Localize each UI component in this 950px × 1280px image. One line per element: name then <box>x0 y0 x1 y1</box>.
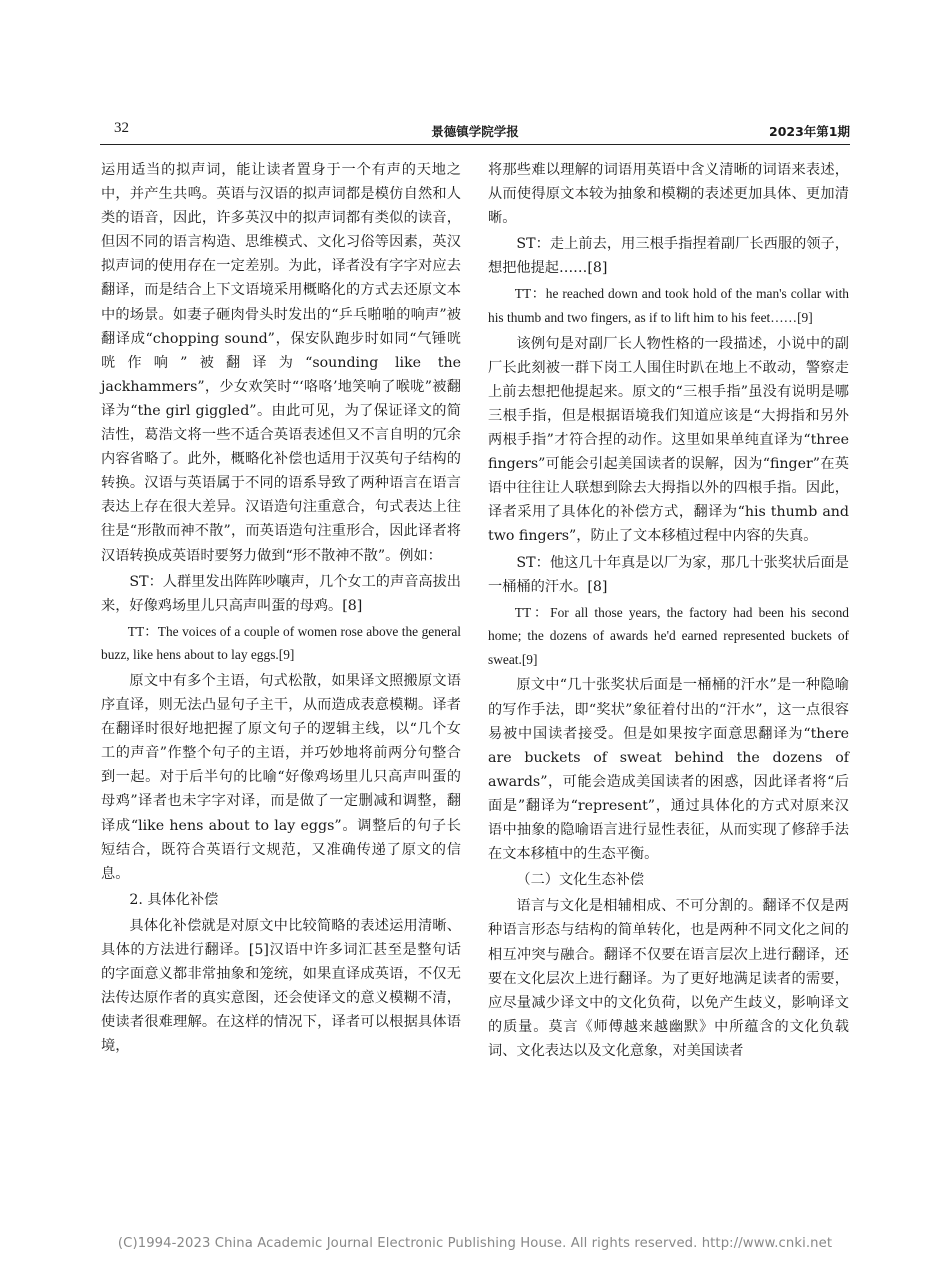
source-text-example: ST：人群里发出阵阵吵嚷声，几个女工的声音高拔出来，好像鸡场里儿只高声叫蛋的母鸡。[8] <box>101 573 461 614</box>
left-column <box>101 158 461 1058</box>
paragraph: 原文中有多个主语，句式松散，如果译文照搬原文语序直译，则无法凸显句子主干，从而造成表意模糊。译者在翻译时很好地把握了原文句子的逻辑主线，以“几个女工的声音”作整个句子的主语，并巧妙地将前两分句整合到一起。对于后半句的比喻“好像鸡场里儿只高声叫蛋的母鸡”译者也未字字对译，而是做了一定删减和调整，翻译成“like hens about to lay eggs”。调整后的句子长短结合，既符合英语行文规范，又准确传递了原文的信息。 <box>101 672 461 882</box>
issue-label: 2023年第1期 <box>769 124 850 139</box>
target-text-example: TT：he reached down and took hold of the man's collar with his thumb and two fingers, as if to lift him to his feet……[9] <box>488 286 849 326</box>
source-text-example: ST：走上前去，用三根手指捏着副厂长西服的领子，想把他提起……[8] <box>488 236 849 277</box>
section-heading: （二）文化生态补偿 <box>516 872 645 889</box>
paragraph: 语言与文化是相辅相成、不可分割的。翻译不仅是两种语言形态与结构的简单转化，也是两种不同文化之间的相互冲突与融合。翻译不仅要在语言层次上进行翻译，还要在文化层次上进行翻译。为了更好地满足读者的需要，应尽量减少译文中的文化负荷，以免产生歧义，影响译文的质量。莫言《师傅越来越幽默》中所蕴含的文化负载词、文化表达以及文化意象，对美国读者 <box>488 898 849 1059</box>
section-heading: 2. 具体化补偿 <box>129 891 219 908</box>
right-column <box>488 158 849 1063</box>
target-text-example: TT：The voices of a couple of women rose above the general buzz, like hens about to lay eggs.[9] <box>101 623 461 663</box>
journal-title: 景德镇学院学报 <box>431 124 519 139</box>
paragraph: 原文中“几十张奖状后面是一桶桶的汗水”是一种隐喻的写作手法，即“奖状”象征着付出的“汗水”，这一点很容易被中国读者接受。但是如果按字面意思翻译为“there are buckets of sweat behind the dozens of awards”，可能会造成美国读者的困惑，因此译者将“后面是”翻译为“represent”，通过具体化的方式对原来汉语中抽象的隐喻语言进行显性表征，从而实现了修辞手法在文本移植中的生态平衡。 <box>488 677 849 863</box>
running-header <box>100 118 850 145</box>
page-number: 32 <box>114 120 129 136</box>
target-text-example: TT：For all those years, the factory had been his second home; the dozens of awards he'd earned represented buckets of sweat.[9] <box>488 604 849 667</box>
paragraph: 具体化补偿就是对原文中比较简略的表述运用清晰、具体的方法进行翻译。[5]汉语中许多词汇甚至是整句话的字面意义都非常抽象和笼统，如果直译成英语，不仅无法传达原作者的真实意图，还会使译文的意义模糊不清，使读者很难理解。在这样的情况下，译者可以根据具体语境， <box>101 917 461 1055</box>
paragraph: 将那些难以理解的词语用英语中含义清晰的词语来表述，从而使得原文本较为抽象和模糊的表述更加具体、更加清晰。 <box>488 162 849 227</box>
paragraph: 该例句是对副厂长人物性格的一段描述，小说中的副厂长此刻被一群下岗工人围住时趴在地上不敢动，警察走上前去想把他提起来。原文的“三根手指”虽没有说明是哪三根手指，但是根据语境我们知道应该是“大拇指和另外两根手指”才符合捏的动作。这里如果单纯直译为“three fingers”可能会引起美国读者的误解，因为“finger”在英语中往往让人联想到除去大拇指以外的四根手指。因此，译者采用了具体化的补偿方式，翻译为“his thumb and two fingers”，防止了文本移植过程中内容的失真。 <box>488 335 849 545</box>
paragraph: 运用适当的拟声词，能让读者置身于一个有声的天地之中，并产生共鸣。英语与汉语的拟声词都是模仿自然和人类的语音，因此，许多英汉中的拟声词都有类似的读音，但因不同的语言构造、思维模式、文化习俗等因素，英汉拟声词的使用存在一定差别。为此，译者没有字字对应去翻译，而是结合上下文语境采用概略化的方式去还原文本中的场景。如妻子砸肉骨头时发出的“乒乓啪啪的响声”被翻译成“chopping sound”，保安队跑步时如同“气锤咣咣作响”被翻译为“sounding like the jackhammers”，少女欢笑时“‘咯咯’地笑响了喉咙”被翻译为“the girl giggled”。由此可见，为了保证译文的简洁性，葛浩文将一些不适合英语表述但又不言自明的冗余内容省略了。此外，概略化补偿也适用于汉英句子结构的转换。汉语与英语属于不同的语系导致了两种语言在语言表达上存在很大差异。汉语造句注重意合，句式表达上往往是“形散而神不散”，而英语造句注重形合，因此译者将汉语转换成英语时要努力做到“形不散神不散”。例如： <box>101 162 461 564</box>
source-text-example: ST：他这几十年真是以厂为家，那几十张奖状后面是一桶桶的汗水。[8] <box>488 554 849 595</box>
copyright-footer: (C)1994-2023 China Academic Journal Electronic Publishing House. All rights reserved. http://www.cnki.net <box>117 1236 833 1251</box>
